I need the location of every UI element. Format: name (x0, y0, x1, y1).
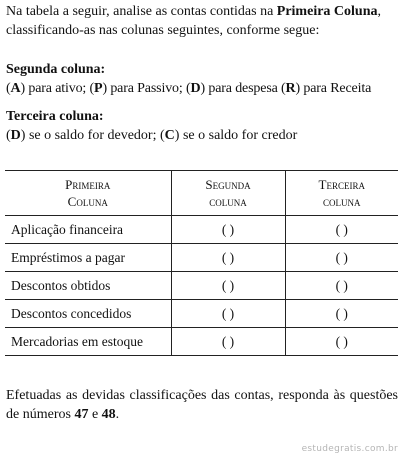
table-row (5, 272, 398, 300)
account-name: Aplicação financeira (5, 216, 171, 244)
table-row (5, 244, 398, 272)
account-name: Empréstimos a pagar (5, 244, 171, 272)
legend-key-devedor: D (10, 128, 21, 143)
legend-key-r: R (285, 81, 296, 96)
segunda-coluna-blank[interactable]: ( ) (171, 328, 285, 356)
legend-key-p: P (94, 81, 103, 96)
terceira-coluna-legend: (D) se o saldo for devedor; (C) se o saldo for credor (6, 128, 298, 143)
question-number-48: 48 (101, 407, 116, 422)
legend-text-d: para despesa (205, 81, 282, 96)
segunda-coluna-legend: (A) para ativo; (P) para Passivo; (D) para despesa (R) para Receita (6, 81, 372, 96)
legend-text-r: para Receita (300, 81, 372, 96)
header-segunda-coluna: Segunda coluna (171, 171, 285, 216)
terceira-coluna-blank[interactable]: ( ) (285, 244, 398, 272)
intro-text-end: , classificando-as nas colunas seguintes, conforme segue: (6, 4, 381, 38)
legend-key-credor: C (164, 128, 175, 143)
legend-key-d: D (190, 81, 201, 96)
terceira-coluna-blank[interactable]: ( ) (285, 272, 398, 300)
legend-text-p: para Passivo; (106, 81, 186, 96)
terceira-coluna-title: Terceira coluna: (6, 109, 104, 124)
terceira-coluna-blank[interactable]: ( ) (285, 300, 398, 328)
header-primeira-coluna: Primeira Coluna (5, 171, 171, 216)
segunda-coluna-blank[interactable]: ( ) (171, 244, 285, 272)
closing-text-start: Efetuadas as devidas classificações das contas, responda às questões de números (6, 388, 398, 422)
legend-text-credor: se o saldo for credor (179, 128, 298, 143)
segunda-coluna-blank[interactable]: ( ) (171, 300, 285, 328)
segunda-coluna-blank[interactable]: ( ) (171, 272, 285, 300)
legend-text-devedor: se o saldo for devedor; (25, 128, 160, 143)
segunda-coluna-title: Segunda coluna: (6, 62, 106, 77)
table-row (5, 300, 398, 328)
question-number-47: 47 (74, 407, 89, 422)
header-terceira-coluna: Terceira coluna (285, 171, 398, 216)
account-name: Descontos obtidos (5, 272, 171, 300)
segunda-coluna-blank[interactable]: ( ) (171, 216, 285, 244)
account-name: Mercadorias em estoque (5, 328, 171, 356)
table-header-row (5, 171, 398, 216)
legend-text-a: para ativo; (25, 81, 90, 96)
closing-paragraph: Efetuadas as devidas classificações das contas, responda às questões de números 47 e 48. (6, 388, 398, 422)
terceira-coluna-blank[interactable]: ( ) (285, 216, 398, 244)
legend-key-a: A (10, 81, 21, 96)
terceira-coluna-blank[interactable]: ( ) (285, 328, 398, 356)
table-row (5, 216, 398, 244)
intro-text-start: Na tabela a seguir, analise as contas contidas na (6, 4, 277, 19)
account-name: Descontos concedidos (5, 300, 171, 328)
intro-paragraph (6, 2, 398, 40)
intro-bold-term: Primeira Coluna (276, 4, 378, 19)
table-row (5, 328, 398, 356)
classification-table (5, 170, 398, 356)
site-watermark: estudegratis.com.br (301, 444, 398, 454)
